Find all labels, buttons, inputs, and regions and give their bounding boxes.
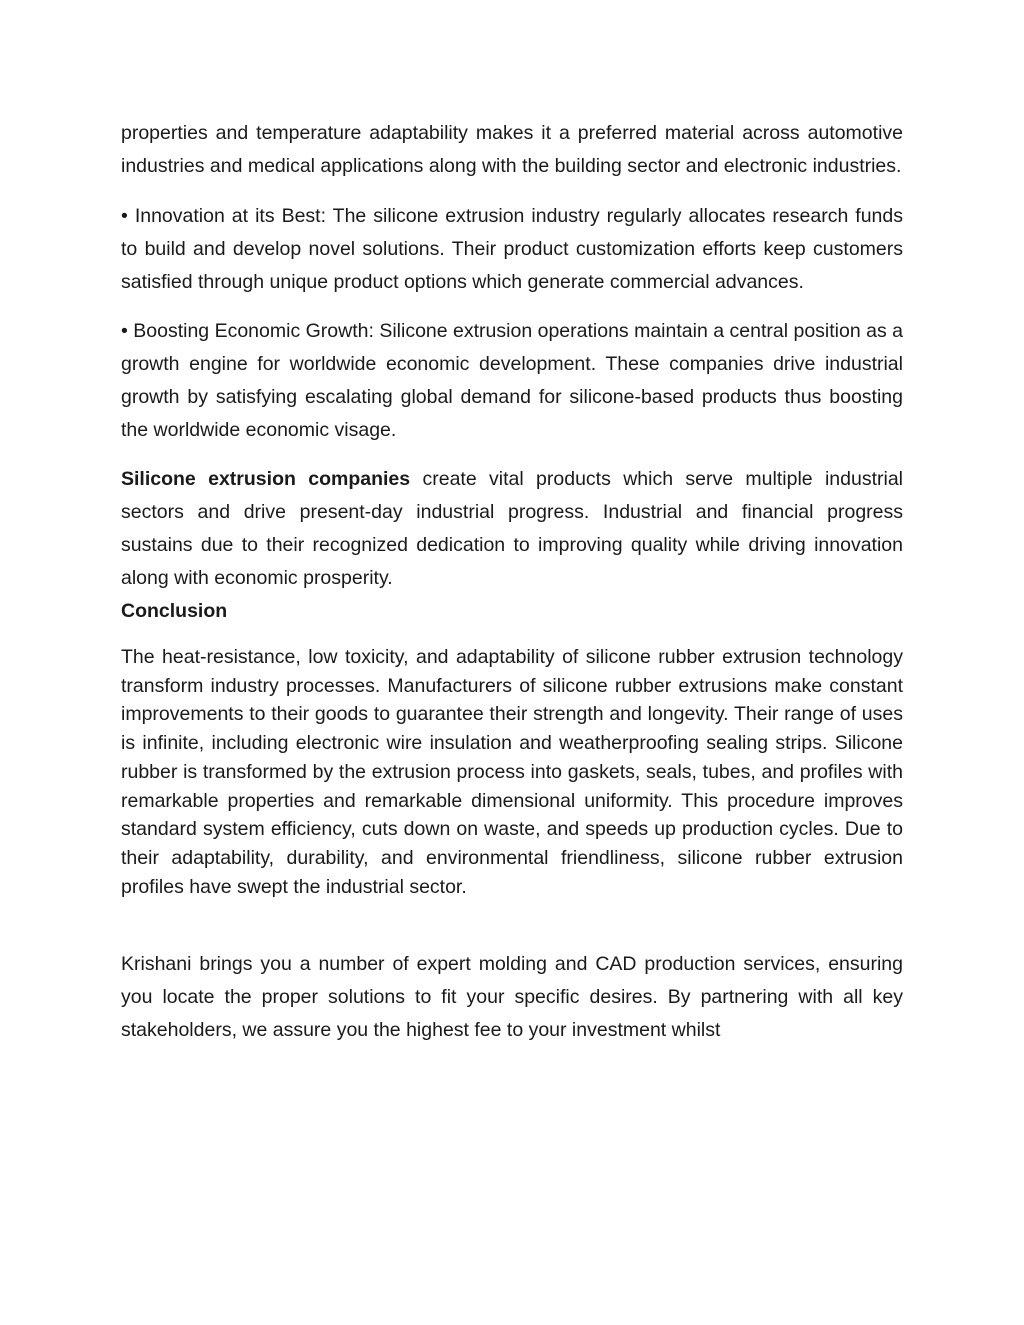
paragraph-krishani: Krishani brings you a number of expert molding and CAD production services, ensuring you locate the proper solutions to fit your specific desires. By partnering with all key stakeholders, we assure you the highest fee to your investment whilst	[121, 953, 903, 1042]
conclusion-heading: Conclusion	[121, 600, 228, 622]
document-page	[121, 117, 903, 1047]
paragraph-innovation: • Innovation at its Best: The silicone extrusion industry regularly allocates research funds to build and develop novel solutions. Their product customization efforts keep customers satisfied through unique product options which generate commercial advances.	[121, 205, 903, 293]
paragraph-silicone-companies	[121, 463, 903, 595]
paragraph-economic-growth: • Boosting Economic Growth: Silicone extrusion operations maintain a central position as a growth engine for worldwide economic development. These companies drive industrial growth by satisfying escalating global demand for silicone-based products thus boosting the worldwide economic visage.	[121, 320, 903, 441]
paragraph-properties: properties and temperature adaptability makes it a preferred material across automotive industries and medical applications along with the building sector and electronic industries.	[121, 122, 903, 177]
paragraph-conclusion: The heat-resistance, low toxicity, and adaptability of silicone rubber extrusion technology transform industry processes. Manufacturers of silicone rubber extrusions make constant improvements to their goods to guarantee their strength and longevity. Their range of uses is infinite, including electronic wire insulation and weatherproofing sealing strips. Silicone rubber is transformed by the extrusion process into gaskets, seals, tubes, and profiles with remarkable properties and remarkable dimensional uniformity. This procedure improves standard system efficiency, cuts down on waste, and speeds up production cycles. Due to their adaptability, durability, and environmental friendliness, silicone rubber extrusion profiles have swept the industrial sector.	[121, 646, 903, 898]
silicone-companies-bold-text: Silicone extrusion companies	[121, 468, 411, 490]
silicone-companies-text: create vital products which serve multiple industrial sectors and drive present-day industrial progress. Industrial and financial progress sustains due to their recognized dedication to improving quality while driving innovation along with economic prosperity.	[121, 468, 904, 589]
